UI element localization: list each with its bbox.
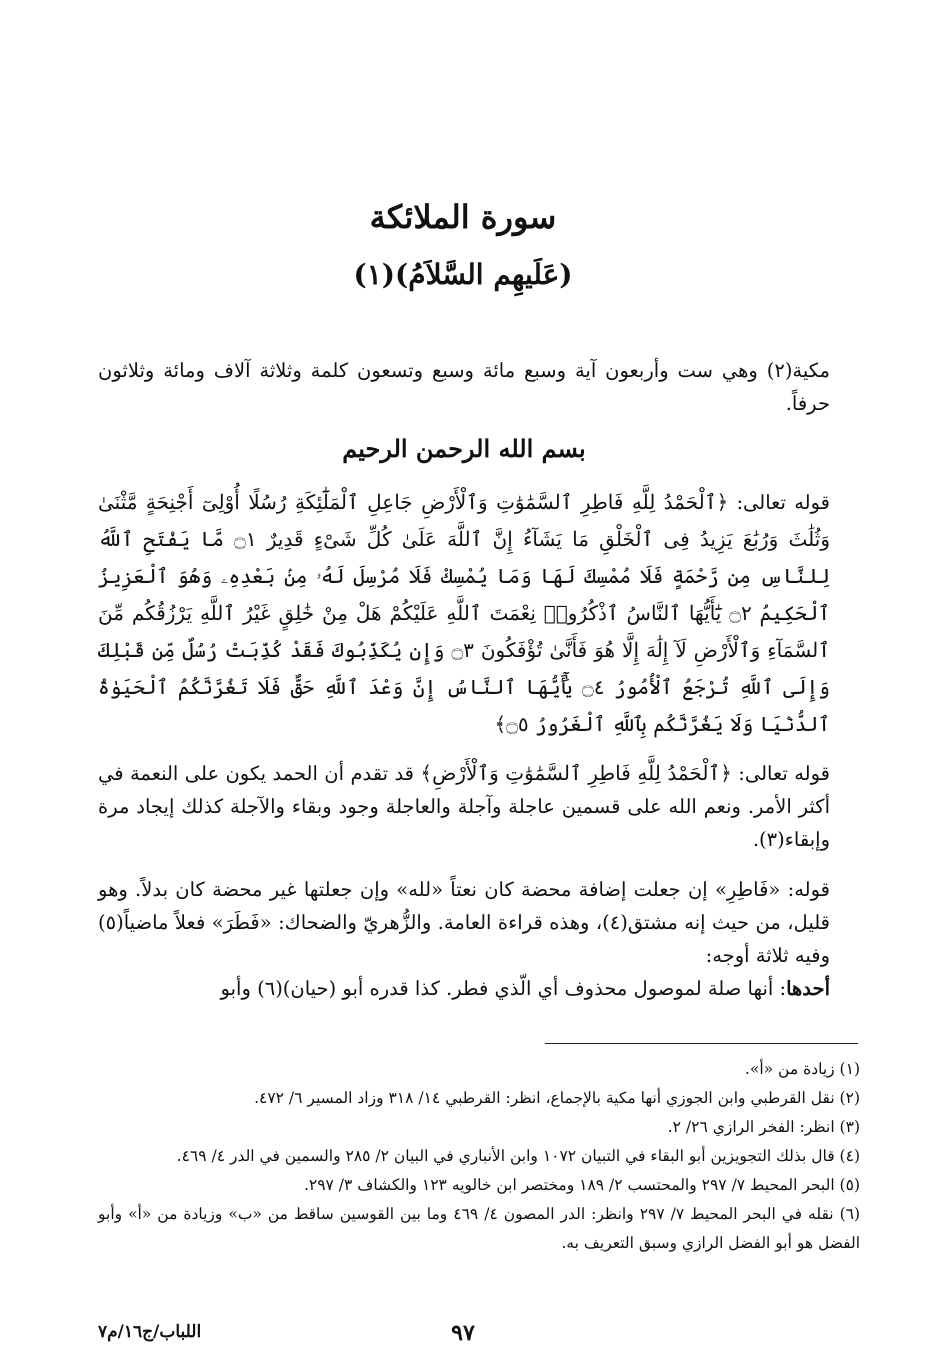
page-number: ٩٧	[451, 1320, 475, 1346]
para4-text: : أنها صلة لموصول محذوف أي الّذي فطر. كذا قدره أبو (حيان)(٦) وأبو	[220, 977, 787, 1000]
footnote-6: (٦) نقله في البحر المحيط ٧/ ٢٩٧ وانظر: الدر المصون ٤/ ٤٦٩ وما بين القوسين ساقط من «ب» وزيادة من «أ» وأبو الفضل هو أبو الفضل الرازي وسبق التعريف به.	[98, 1205, 861, 1252]
surah-subtitle: (عَلَيهِم السَّلاَمُ)(١)	[353, 258, 573, 291]
book-signature: اللباب/ج١٦/م٧	[98, 1322, 202, 1342]
commentary-paragraph-2	[98, 873, 830, 1005]
para2-text: قد تقدم أن الحمد يكون على النعمة في أكثر الأمر. ونعم الله على قسمين عاجلة وآجلة والعاجلة وجود وبقاء والآجلة كذلك إيجاد مرة وإبقاء(٣).	[98, 762, 830, 851]
para2-lead: قوله تعالى:	[731, 762, 830, 785]
para4-label: أحدها	[786, 977, 830, 1000]
footnote-3: (٣) انظر: الفخر الرازي ٢٦/ ٢.	[667, 1118, 860, 1136]
footnote-4: (٤) قال بذلك التجويزين أبو البقاء في التبيان ١٠٧٢ وابن الأنباري في البيان ٢/ ٢٨٥ والسمين في الدر ٤/ ٤٦٩.	[176, 1147, 860, 1165]
verses-lead: قوله تعالى:	[728, 491, 831, 514]
basmala-heading: بسم الله الرحمن الرحيم	[342, 434, 586, 463]
para4-line	[98, 972, 830, 1005]
para3-text: قوله: «فَاطِرِ» إن جعلت إضافة محضة كان نعتاً «لله» وإن جعلتها غير محضة كان بدلاً. وهو قليل، من حيث إنه مشتق(٤)، وهذه قراءة العامة. والزُّهريّ والضحاك: «فَطَرَ» فعلاً ماضياً(٥) وفيه ثلاثة أوجه:	[98, 878, 830, 967]
commentary-paragraph-1	[98, 757, 830, 856]
verses-paragraph	[98, 484, 830, 743]
intro-paragraph: مكية(٢) وهي ست وأربعون آية وسبع مائة وسبع وتسعون كلمة وثلاثة آلاف ومائة وثلاثون حرفاً.	[98, 359, 830, 415]
para2-quote: ﴿ٱلْحَمْدُ لِلَّهِ فَاطِرِ ٱلسَّمَٰوَٰتِ وَٱلْأَرْضِ﴾	[420, 761, 732, 785]
footnote-1: (١) زيادة من «أ».	[744, 1060, 860, 1078]
footnote-divider	[545, 1043, 858, 1044]
footnote-2: (٢) نقل القرطبي وابن الجوزي أنها مكية بالإجماع، انظر: القرطبي ١٤/ ٣١٨ وزاد المسير ٦/ ٤٧٢.	[254, 1089, 860, 1107]
footnote-5: (٥) البحر المحيط ٧/ ٢٩٧ والمحتسب ٢/ ١٨٩ ومختصر ابن خالويه ١٢٣ والكشاف ٣/ ٢٩٧.	[303, 1176, 860, 1194]
quran-verses-text: ﴿ٱلْحَمْدُ لِلَّهِ فَاطِرِ ٱلسَّمَٰوَٰتِ وَٱلْأَرْضِ جَاعِلِ ٱلْمَلَٰٓئِكَةِ رُسُلًا أُوْلِىٓ أَجْنِحَةٍ مَّثْنَىٰ وَثُلَٰثَ وَرُبَٰعَ يَزِيدُ فِى ٱلْخَلْقِ مَا يَشَآءُ إِنَّ ٱللَّهَ عَلَىٰ كُلِّ شَىْءٍ قَدِيرٌ ۝١ مَّا يَفْتَحِ ٱللَّهُ لِلنَّاسِ مِن رَّحْمَةٍ فَلَا مُمْسِكَ لَهَا وَمَا يُمْسِكْ فَلَا مُرْسِلَ لَهُۥ مِنۢ بَعْدِهِۦ وَهُوَ ٱلْعَزِيزُ ٱلْحَكِيمُ ۝٢ يَٰٓأَيُّهَا ٱلنَّاسُ ٱذْكُرُوا۟ نِعْمَتَ ٱللَّهِ عَلَيْكُمْ هَلْ مِنْ خَٰلِقٍ غَيْرُ ٱللَّهِ يَرْزُقُكُم مِّنَ ٱلسَّمَآءِ وَٱلْأَرْضِ لَآ إِلَٰهَ إِلَّا هُوَ فَأَنَّىٰ تُؤْفَكُونَ ۝٣ وَإِن يُكَذِّبُوكَ فَقَدْ كُذِّبَتْ رُسُلٌ مِّن قَبْلِكَ وَإِلَى ٱللَّهِ تُرْجَعُ ٱلْأُمُورُ ۝٤ يَٰٓأَيُّهَا ٱلنَّاسُ إِنَّ وَعْدَ ٱللَّهِ حَقٌّ فَلَا تَغُرَّنَّكُمُ ٱلْحَيَوٰةُ ٱلدُّنْيَا وَلَا يَغُرَّنَّكُم بِٱللَّهِ ٱلْغَرُورُ ۝٥﴾	[98, 490, 830, 736]
footnotes	[98, 1055, 860, 1258]
surah-title: سورة الملائكة	[369, 198, 557, 236]
